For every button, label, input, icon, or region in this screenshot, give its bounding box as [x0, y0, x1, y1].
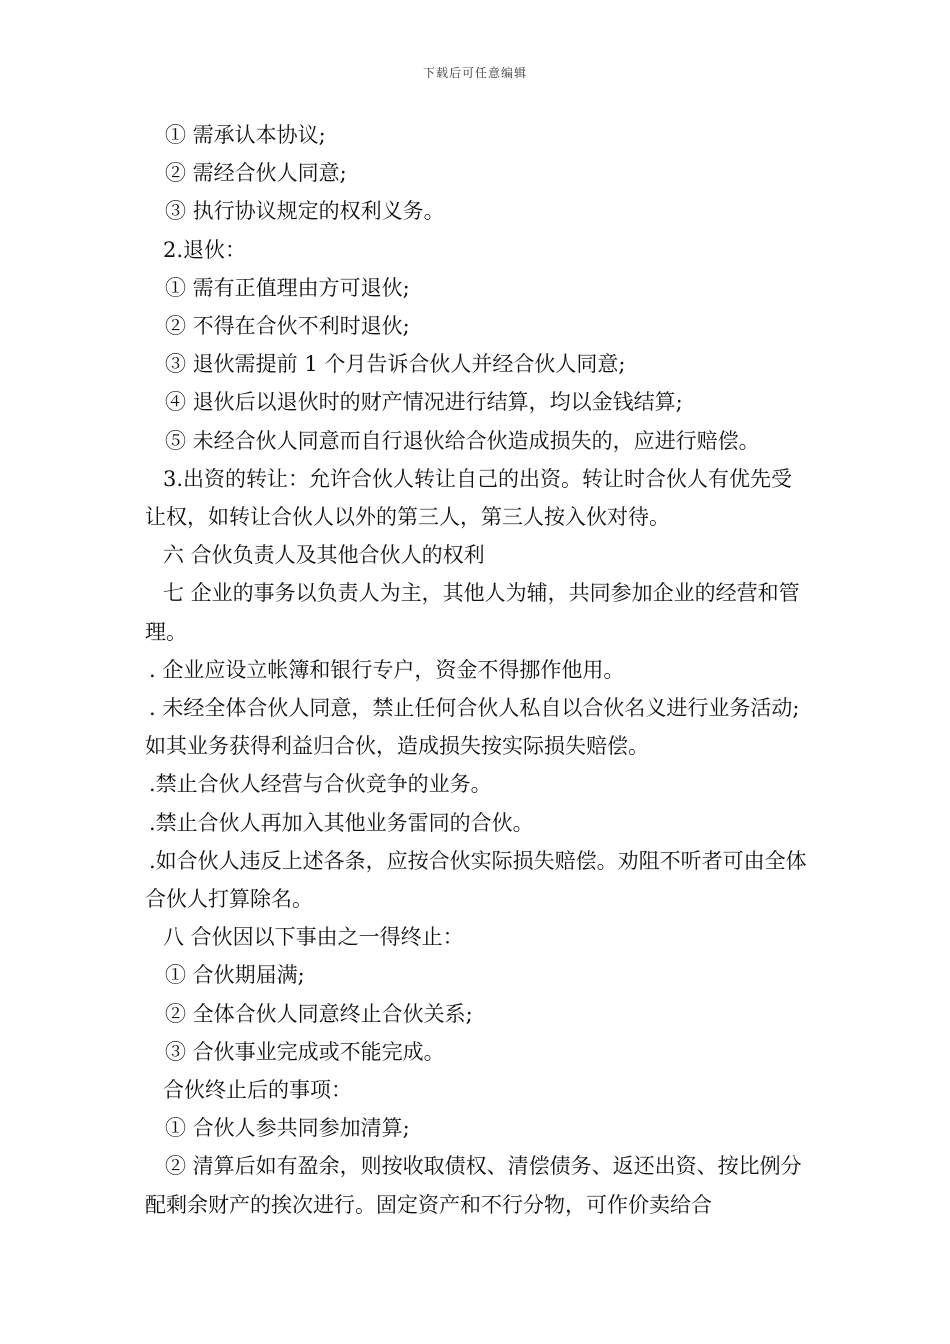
- list-item: ① 需有正值理由方可退伙;: [165, 275, 410, 300]
- section-heading: 2.退伙：: [163, 237, 247, 262]
- list-item: ③ 执行协议规定的权利义务。: [165, 199, 445, 224]
- paragraph: .禁止合伙人再加入其他业务雷同的合伙。: [149, 810, 534, 835]
- list-item: ① 合伙人参共同参加清算;: [165, 1116, 410, 1141]
- paragraph: . 未经全体合伙人同意，禁止任何合伙人私自以合伙名义进行业务活动;如其业务获得利益归合伙，造成损失按实际损失赔偿。: [145, 696, 800, 759]
- list-item: ④ 退伙后以退伙时的财产情况进行结算，均以金钱结算;: [165, 390, 683, 415]
- list-item: ① 需承认本协议;: [165, 123, 326, 147]
- list-item: ② 需经合伙人同意;: [165, 161, 347, 186]
- section-heading: 六 合伙负责人及其他合伙人的权利: [163, 543, 485, 568]
- list-item: ③ 合伙事业完成或不能完成。: [165, 1039, 445, 1064]
- list-item: ① 合伙期届满;: [165, 963, 305, 988]
- page-header: 下载后可任意编辑: [422, 66, 527, 80]
- paragraph: 3.出资的转让：允许合伙人转让自己的出资。转让时合伙人有优先受让权，如转让合伙人以外的第三人，第三人按入伙对待。: [145, 466, 793, 530]
- section-heading: 合伙终止后的事项：: [163, 1078, 352, 1103]
- list-item: ⑤ 未经合伙人同意而自行退伙给合伙造成损失的，应进行赔偿。: [165, 428, 760, 453]
- section-heading: 八 合伙因以下事由之一得终止：: [163, 925, 464, 950]
- list-item: ② 清算后如有盈余，则按收取债权、清偿债务、返还出资、按比例分配剩余财产的挨次进行。固定资产和不行分物，可作价卖给合: [145, 1154, 802, 1217]
- list-item: ② 不得在合伙不利时退伙;: [165, 314, 410, 339]
- paragraph: .禁止合伙人经营与合伙竞争的业务。: [149, 772, 492, 797]
- document-body: [145, 116, 810, 1224]
- paragraph: 七 企业的事务以负责人为主，其他人为辅，共同参加企业的经营和管理。: [145, 581, 800, 644]
- list-item: ② 全体合伙人同意终止合伙关系;: [165, 1001, 473, 1026]
- paragraph: . 企业应设立帐簿和银行专户，资金不得挪作他用。: [149, 657, 625, 682]
- list-item: ③ 退伙需提前 1 个月告诉合伙人并经合伙人同意;: [165, 352, 626, 377]
- paragraph: .如合伙人违反上述各条，应按合伙实际损失赔偿。劝阻不听者可由全体合伙人打算除名。: [145, 848, 807, 912]
